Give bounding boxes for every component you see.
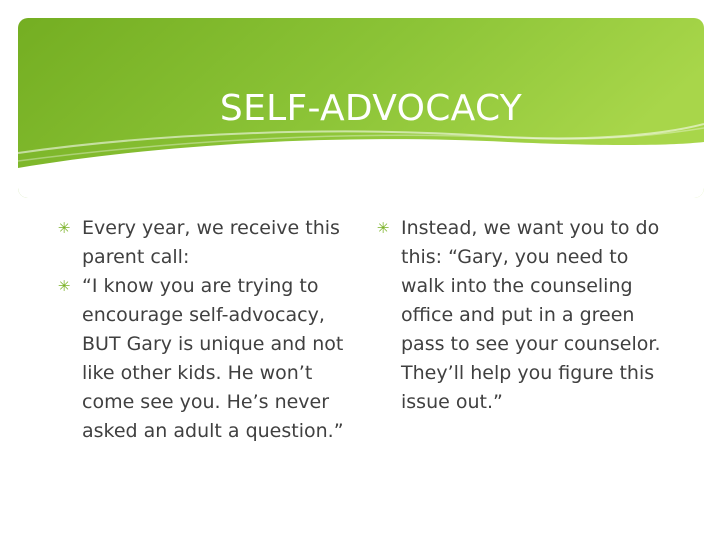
left-bullet-list (55, 214, 345, 446)
slide-title: SELF-ADVOCACY (219, 88, 523, 129)
bullet-text: Every year, we receive this parent call: (82, 217, 340, 268)
bullet-text: “I know you are trying to encourage self-advocacy, BUT Gary is unique and not like other kids. He won’t come see you. He’s never asked an adult a question.” (82, 275, 344, 442)
list-item (374, 214, 674, 417)
left-column (55, 214, 345, 446)
title-banner (18, 18, 704, 198)
bullet-text: Instead, we want you to do this: “Gary, you need to walk into the counseling office and put in a green pass to see your counselor. They’ll help you figure this issue out.” (401, 217, 661, 413)
asterisk-icon: ✳ (57, 277, 71, 295)
list-item (55, 272, 345, 446)
right-bullet-list (374, 214, 674, 417)
list-item (55, 214, 345, 272)
right-column (374, 214, 674, 417)
asterisk-icon: ✳ (57, 219, 71, 237)
asterisk-icon: ✳ (376, 219, 390, 237)
